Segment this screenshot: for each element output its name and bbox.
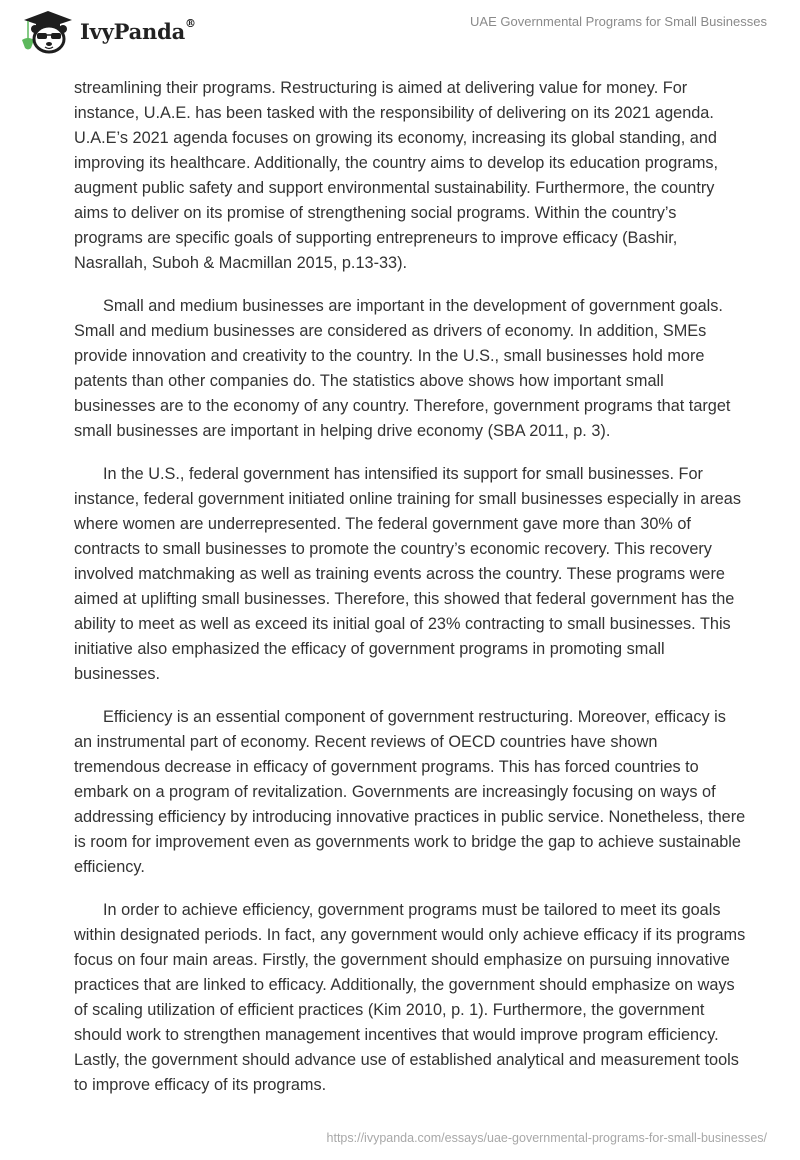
paragraph: Efficiency is an essential component of government restructuring. Moreover, efficacy is an instrumental part of economy. Recent reviews of OECD countries have shown tremendous decrease in efficacy of government programs. This has forced countries to embark on a program of revitalization. Governments are increasingly focusing on ways of addressing efficiency by introducing innovative practices in public service. Nonetheless, there is room for improvement even as governments work to bridge the gap to achieve sustainable efficiency. <box>74 708 746 876</box>
panda-graduate-icon <box>16 8 76 54</box>
brand-name: IvyPanda® <box>80 16 196 44</box>
document-title: UAE Governmental Programs for Small Businesses <box>470 14 767 29</box>
registered-mark: ® <box>185 16 196 30</box>
page-header <box>0 0 800 60</box>
paragraph-continuation: streamlining their programs. Restructuring is aimed at delivering value for money. For instance, U.A.E. has been tasked with the responsibility of delivering on its 2021 agenda. U.A.E’s 2021 agenda focuses on growing its economy, increasing its global standing, and improving its healthcare. Additionally, the country aims to develop its education programs, augment public safety and support environmental sustainability. Furthermore, the country aims to deliver on its promise of strengthening social programs. Within the country’s programs are specific goals of supporting entrepreneurs to improve efficacy (Bashir, Nasrallah, Suboh & Macmillan 2015, p.13-33). <box>74 79 719 272</box>
paragraph: In the U.S., federal government has intensified its support for small businesses. For instance, federal government initiated online training for small businesses especially in areas where women are underrepresented. The federal government gave more than 30% of contracts to small businesses to promote the country’s economic recovery. This recovery involved matchmaking as well as training events across the country. These programs were aimed at uplifting small businesses. Therefore, this showed that federal government has the ability to meet as well as exceed its initial goal of 23% contracting to small businesses. This initiative also emphasized the efficacy of government programs in promoting small businesses. <box>74 465 741 683</box>
ivypanda-logo[interactable] <box>16 8 196 54</box>
paragraph: Small and medium businesses are important in the development of government goals. Small and medium businesses are considered as drivers of economy. In addition, SMEs provide innovation and creativity to the country. In the U.S., small businesses hold more patents than other companies do. The statistics above shows how important small businesses are to the economy of any country. Therefore, government programs that target small businesses are important in helping drive economy (SBA 2011, p. 3). <box>74 297 731 440</box>
paragraph: In order to achieve efficiency, government programs must be tailored to meet its goals within designated periods. In fact, any government would only achieve efficacy if its programs focus on four main areas. Firstly, the government should emphasize on pursuing innovative practices that are linked to efficacy. Additionally, the government should emphasize on ways of scaling utilization of efficient practices (Kim 2010, p. 1). Furthermore, the government should work to strengthen management incentives that would improve program efficiency. Lastly, the government should advance use of established analytical and measurement tools to improve efficacy of its programs. <box>74 901 746 1094</box>
essay-body <box>74 76 746 1116</box>
source-url-link[interactable]: https://ivypanda.com/essays/uae-governmental-programs-for-small-businesses/ <box>326 1131 767 1145</box>
